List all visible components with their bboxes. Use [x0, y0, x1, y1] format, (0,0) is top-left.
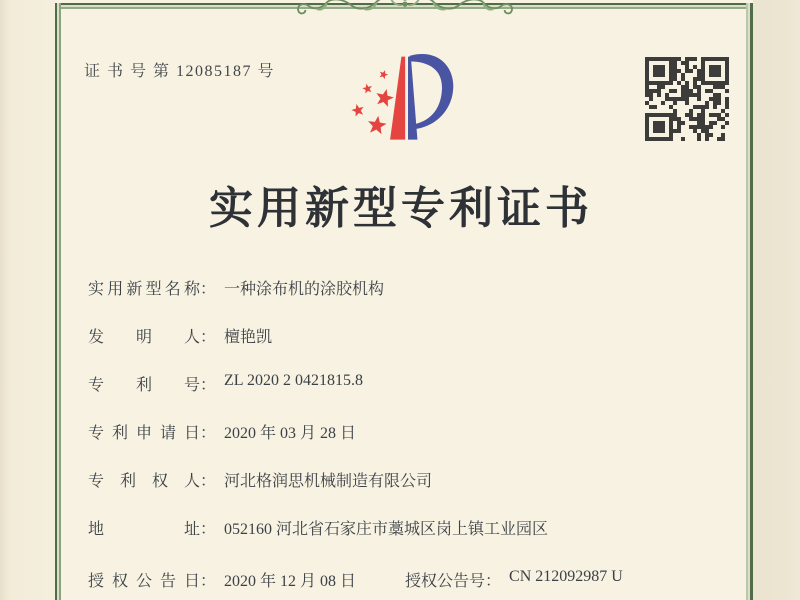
field-colon: ： [200, 425, 217, 442]
field-value: 一种涂布机的涂胶机构 [224, 281, 385, 298]
logo-star [351, 104, 363, 117]
paper-edge-right [753, 0, 800, 600]
logo-star [376, 89, 393, 107]
logo-star [368, 116, 387, 135]
field-list [88, 276, 728, 564]
field-row-inventor [88, 324, 728, 372]
field-value: 2020 年 12 月 08 日 [224, 573, 357, 590]
field-value: 052160 河北省石家庄市藁城区岗上镇工业园区 [224, 521, 549, 538]
field-colon: ： [485, 573, 502, 590]
qr-code-icon [645, 57, 729, 141]
field-value: 河北格润思机械制造有限公司 [224, 473, 433, 490]
field-row-patent-number [88, 372, 728, 420]
field-value: CN 212092987 U [509, 568, 623, 585]
field-row-address [88, 516, 728, 564]
field-colon: ： [200, 573, 217, 590]
logo-star [362, 84, 372, 94]
field-value: ZL 2020 2 0421815.8 [224, 372, 363, 389]
field-label: 发明人 [88, 329, 200, 346]
frame-border-right [746, 3, 753, 600]
field-colon: ： [200, 521, 217, 538]
logo-stars [351, 70, 393, 134]
field-label: 专利号 [88, 377, 200, 394]
field-label: 专利权人 [88, 473, 200, 490]
field-row-publication-number [405, 568, 623, 591]
field-value: 2020 年 03 月 28 日 [224, 425, 357, 442]
field-row-patentee [88, 468, 728, 516]
field-colon: ： [200, 329, 217, 346]
cnipa-patent-logo-icon [342, 44, 474, 174]
certificate-title: 实用新型专利证书 [209, 184, 593, 233]
field-colon: ： [200, 377, 217, 394]
field-value: 檀艳凯 [224, 329, 273, 346]
field-row-grant-date [88, 568, 356, 591]
paper-edge-left [0, 0, 55, 600]
field-row-name [88, 276, 728, 324]
field-row-filing-date [88, 420, 728, 468]
floral-scroll-ornament-icon [271, 0, 539, 20]
certificate-number: 证 书 号 第 12085187 号 [84, 63, 276, 80]
field-label: 实用新型名称 [88, 281, 200, 298]
frame-border-left [55, 3, 61, 600]
field-label: 授权公告号 [405, 573, 486, 590]
field-label: 专利申请日 [88, 425, 200, 442]
logo-star [380, 70, 389, 79]
field-colon: ： [200, 473, 217, 490]
field-label: 授权公告日 [88, 573, 200, 590]
field-colon: ： [200, 281, 217, 298]
field-label: 地址 [88, 521, 200, 538]
